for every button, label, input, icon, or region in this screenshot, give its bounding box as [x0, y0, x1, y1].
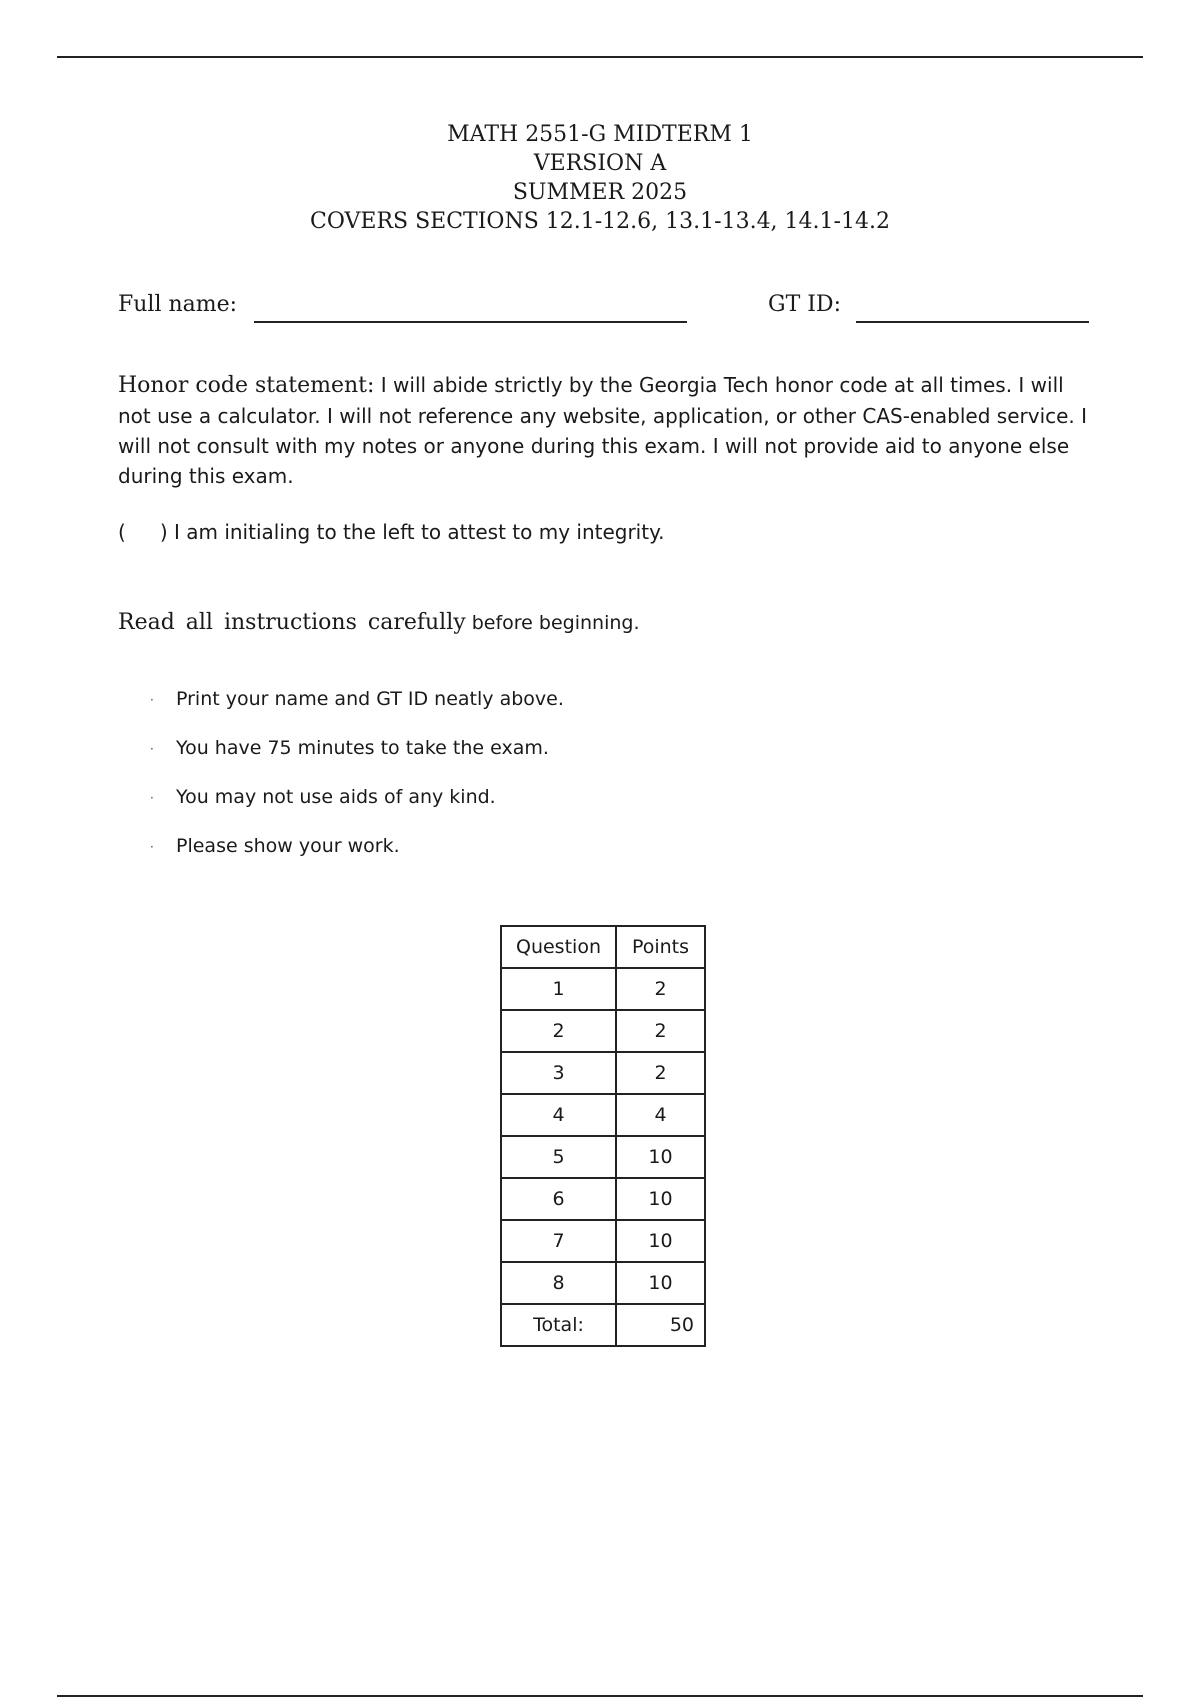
bullet-icon: ·	[150, 840, 154, 854]
bullet-icon: ·	[150, 791, 154, 805]
honor-code-text: I will abide strictly by the Georgia Tech honor code at all times. I will not use a calculator. I will not reference any website, application, or other CAS-enabled service. I will not consult with my notes or anyone during this exam. I will not provide aid to anyone else during this exam.	[118, 373, 1088, 488]
points-table	[500, 925, 706, 1347]
points-cell: 10	[616, 1136, 705, 1178]
bottom-rule	[57, 1695, 1143, 1697]
points-cell: 10	[616, 1262, 705, 1304]
integrity-initial-line	[118, 520, 664, 544]
list-item: · You have 75 minutes to take the exam.	[150, 737, 549, 759]
bullet-icon: ·	[150, 742, 154, 756]
total-label: Total:	[501, 1304, 616, 1346]
instructions-list	[150, 688, 564, 884]
exam-title-block	[0, 120, 1200, 236]
full-name-label: Full name:	[118, 292, 238, 317]
initial-text: ) I am initialing to the left to attest to my integrity.	[159, 520, 665, 544]
points-column-header: Points	[616, 926, 705, 968]
question-cell: 3	[501, 1052, 616, 1094]
honor-code-lead: Honor code statement:	[118, 373, 375, 398]
table-row	[501, 1094, 705, 1136]
list-item: · Please show your work.	[150, 835, 400, 857]
initial-open-paren: (	[118, 520, 126, 544]
read-lead: Read all instructions carefully	[118, 610, 466, 635]
exam-title: MATH 2551-G MIDTERM 1	[447, 122, 753, 147]
full-name-field[interactable]	[254, 321, 687, 323]
points-cell: 10	[616, 1178, 705, 1220]
total-value: 50	[616, 1304, 705, 1346]
table-row	[501, 1010, 705, 1052]
question-column-header: Question	[501, 926, 616, 968]
list-item: · Print your name and GT ID neatly above.	[150, 688, 564, 710]
table-row	[501, 1262, 705, 1304]
exam-term: SUMMER 2025	[512, 180, 688, 205]
table-row	[501, 1178, 705, 1220]
top-rule	[57, 56, 1143, 58]
question-cell: 7	[501, 1220, 616, 1262]
question-cell: 5	[501, 1136, 616, 1178]
exam-sections: COVERS SECTIONS 12.1-12.6, 13.1-13.4, 14.1-14.2	[310, 209, 890, 234]
points-cell: 2	[616, 1010, 705, 1052]
gt-id-field[interactable]	[856, 321, 1089, 323]
points-cell: 2	[616, 968, 705, 1010]
question-cell: 4	[501, 1094, 616, 1136]
read-tail: before beginning.	[465, 612, 640, 634]
read-instructions	[118, 610, 640, 635]
question-cell: 6	[501, 1178, 616, 1220]
table-row	[501, 1052, 705, 1094]
exam-version: VERSION A	[533, 151, 667, 176]
question-cell: 8	[501, 1262, 616, 1304]
table-row	[501, 968, 705, 1010]
question-cell: 1	[501, 968, 616, 1010]
honor-code-statement	[118, 370, 1098, 491]
table-total-row	[501, 1304, 705, 1346]
question-cell: 2	[501, 1010, 616, 1052]
gt-id-label: GT ID:	[768, 292, 841, 317]
points-cell: 4	[616, 1094, 705, 1136]
bullet-icon: ·	[150, 693, 154, 707]
table-row	[501, 1220, 705, 1262]
points-cell: 10	[616, 1220, 705, 1262]
table-header-row	[501, 926, 705, 968]
list-item: · You may not use aids of any kind.	[150, 786, 496, 808]
points-cell: 2	[616, 1052, 705, 1094]
table-row	[501, 1136, 705, 1178]
